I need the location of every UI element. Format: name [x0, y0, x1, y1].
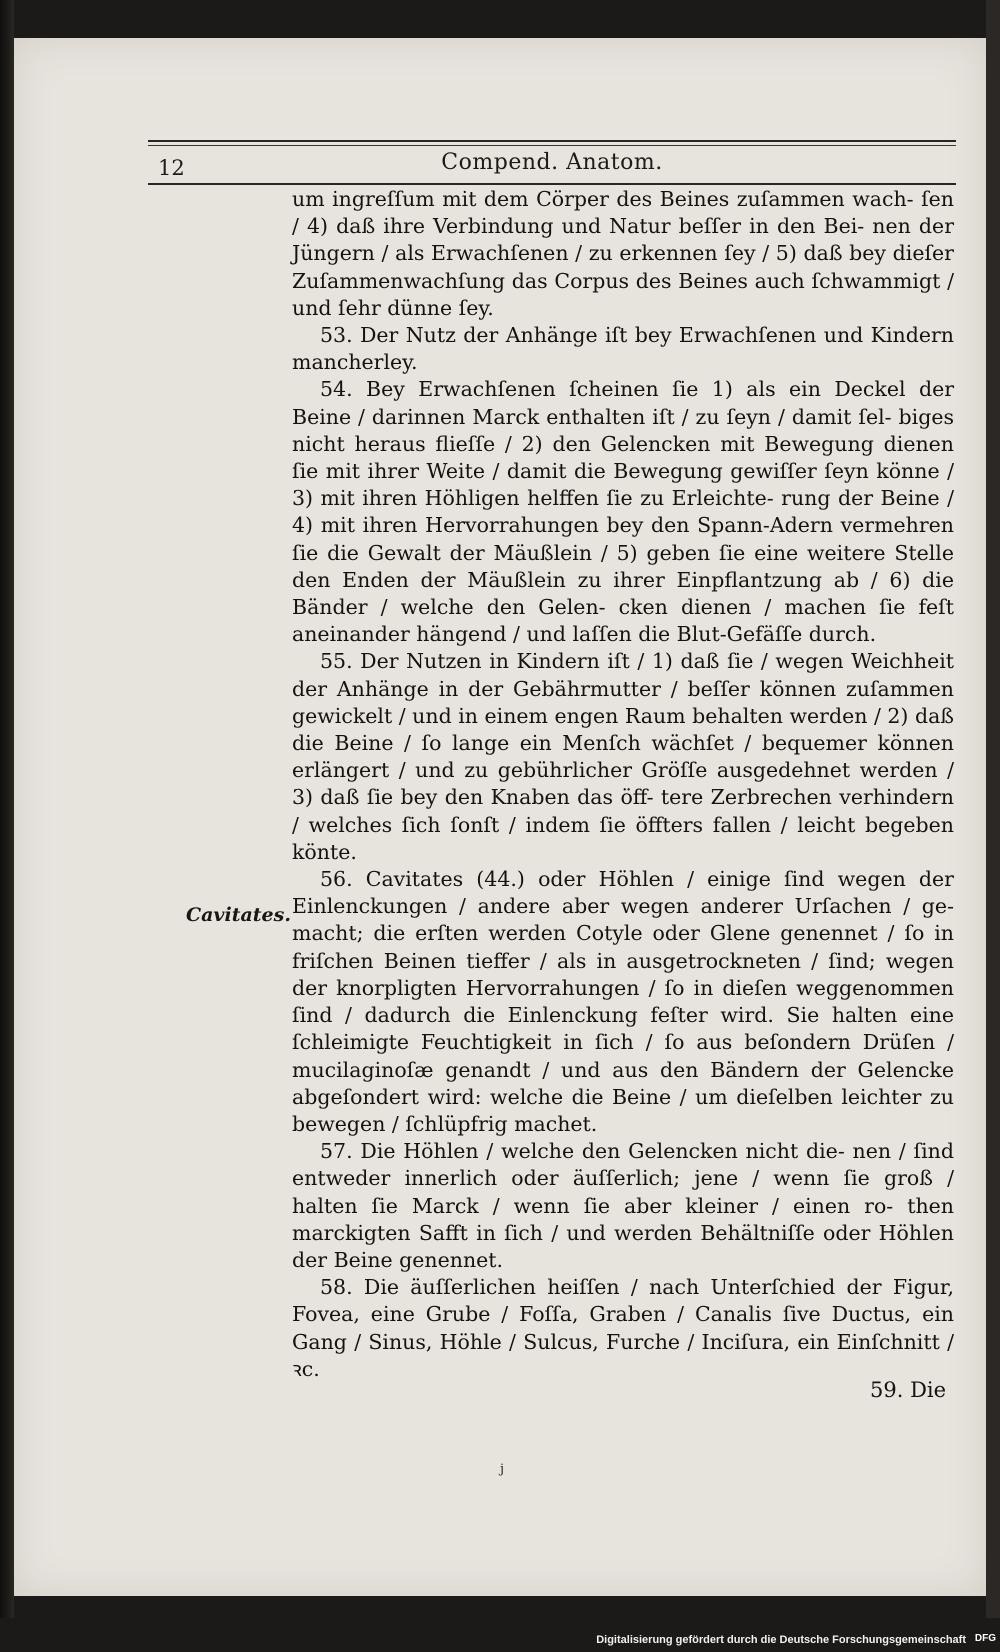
paragraph-58: 58. Die äuſſerlichen heiſſen / nach Unterſchied der Figur, Fovea, eine Grube / Foſſa, Graben / Canalis ſive Ductus, ein Gang / Sinus, Höhle / Sulcus, Furche / Inciſura, ein Einſchnitt / ꝛc.	[292, 1275, 954, 1381]
body-text	[292, 186, 954, 1383]
catchword: 59. Die	[870, 1378, 947, 1402]
signature-mark: j	[500, 1462, 505, 1477]
paragraph-54: 54. Bey Erwachſenen ſcheinen ſie 1) als ein Deckel der Beine / darinnen Marck enthalten iſt / zu ſeyn / damit ſel- biges nicht heraus flieſſe / 2) den Gelencken mit Bewegung dienen ſie mit ihrer Weite / damit die Bewegung gewiſſer ſeyn könne / 3) mit ihren Höhligen helffen ſie zu Erleichte- rung der Beine / 4) mit ihren Hervorrahungen bey den Spann-Adern vermehren ſie die Gewalt der Mäußlein / 5) geben ſie eine weitere Stelle den Enden der Mäußlein zu ihrer Einpflantzung ab / 6) die Bänder / welche den Gelen- cken dienen / machen ſie feſt aneinander hängend / und laſſen die Blut-Gefäſſe durch.	[292, 377, 954, 647]
page-header	[148, 140, 956, 192]
header-rule-bottom	[148, 183, 956, 185]
book-gutter-shadow	[0, 0, 14, 1652]
page-number: 12	[158, 156, 185, 180]
paragraph-57: 57. Die Höhlen / welche den Gelencken nicht die- nen / ſind entweder innerlich oder äuſſerlich; jene / wenn ſie groß / halten ſie Marck / wenn ſie aber kleiner / einen ro- then marckigten Safft in ſich / und werden Behältniſſe oder Höhlen der Beine genennet.	[292, 1139, 954, 1272]
paragraph-continuation: um ingreſſum mit dem Cörper des Beines zuſammen wach- ſen / 4) daß ihre Verbindung und Natur beſſer in den Bei- nen der Jüngern / als Erwachſenen / zu erkennen ſey / 5) daß bey dieſer Zuſammenwachſung das Corpus des Beines auch ſchwammigt / und ſehr dünne ſey.	[292, 187, 954, 320]
paragraph-56: 56. Cavitates (44.) oder Höhlen / einige ſind wegen der Einlenckungen / andere aber wegen anderer Urſachen / ge- macht; die erſten werden Cotyle oder Glene genennet / ſo in friſchen Beinen tieffer / als in ausgetrockneten / ſind; wegen der knorpligten Hervorrahungen / ſo in dieſen weggenommen ſind / dadurch die Einlenckung feſter wird. Sie halten eine ſchleimigte Feuchtigkeit in ſich / ſo aus beſondern Drüſen / mucilaginoſæ genandt / und aus den Bändern der Gelencke abgeſondert wird: welche die Beine / um dieſelben leichter zu bewegen / ſchlüpfrig machet.	[292, 867, 954, 1136]
paragraph-53: 53. Der Nutz der Anhänge iſt bey Erwachſenen und Kindern mancherley.	[292, 323, 954, 375]
page-edge-strip	[986, 0, 1000, 1652]
paragraph-55: 55. Der Nutzen in Kindern iſt / 1) daß ſie / wegen Weichheit der Anhänge in der Gebährmutter / beſſer können zuſammen gewickelt / und in einem engen Raum behalten werden / 2) daß die Beine / ſo lange ein Menſch wächſet / bequemer können erlängert / und zu gebührlicher Gröſſe ausgedehnet werden / 3) daß ſie bey den Knaben das öff- tere Zerbrechen verhindern / welches ſich ſonſt / indem ſie öffters fallen / leicht begeben könte.	[292, 649, 954, 864]
margin-note: Cavitates.	[186, 904, 291, 926]
footer-credit: Digitalisierung gefördert durch die Deutsche Forschungsgemeinschaft	[596, 1634, 966, 1646]
header-rule-top	[148, 140, 956, 142]
running-head: Compend. Anatom.	[441, 150, 663, 175]
dfg-logo: DFG	[974, 1633, 996, 1644]
header-rule-double	[148, 145, 956, 146]
